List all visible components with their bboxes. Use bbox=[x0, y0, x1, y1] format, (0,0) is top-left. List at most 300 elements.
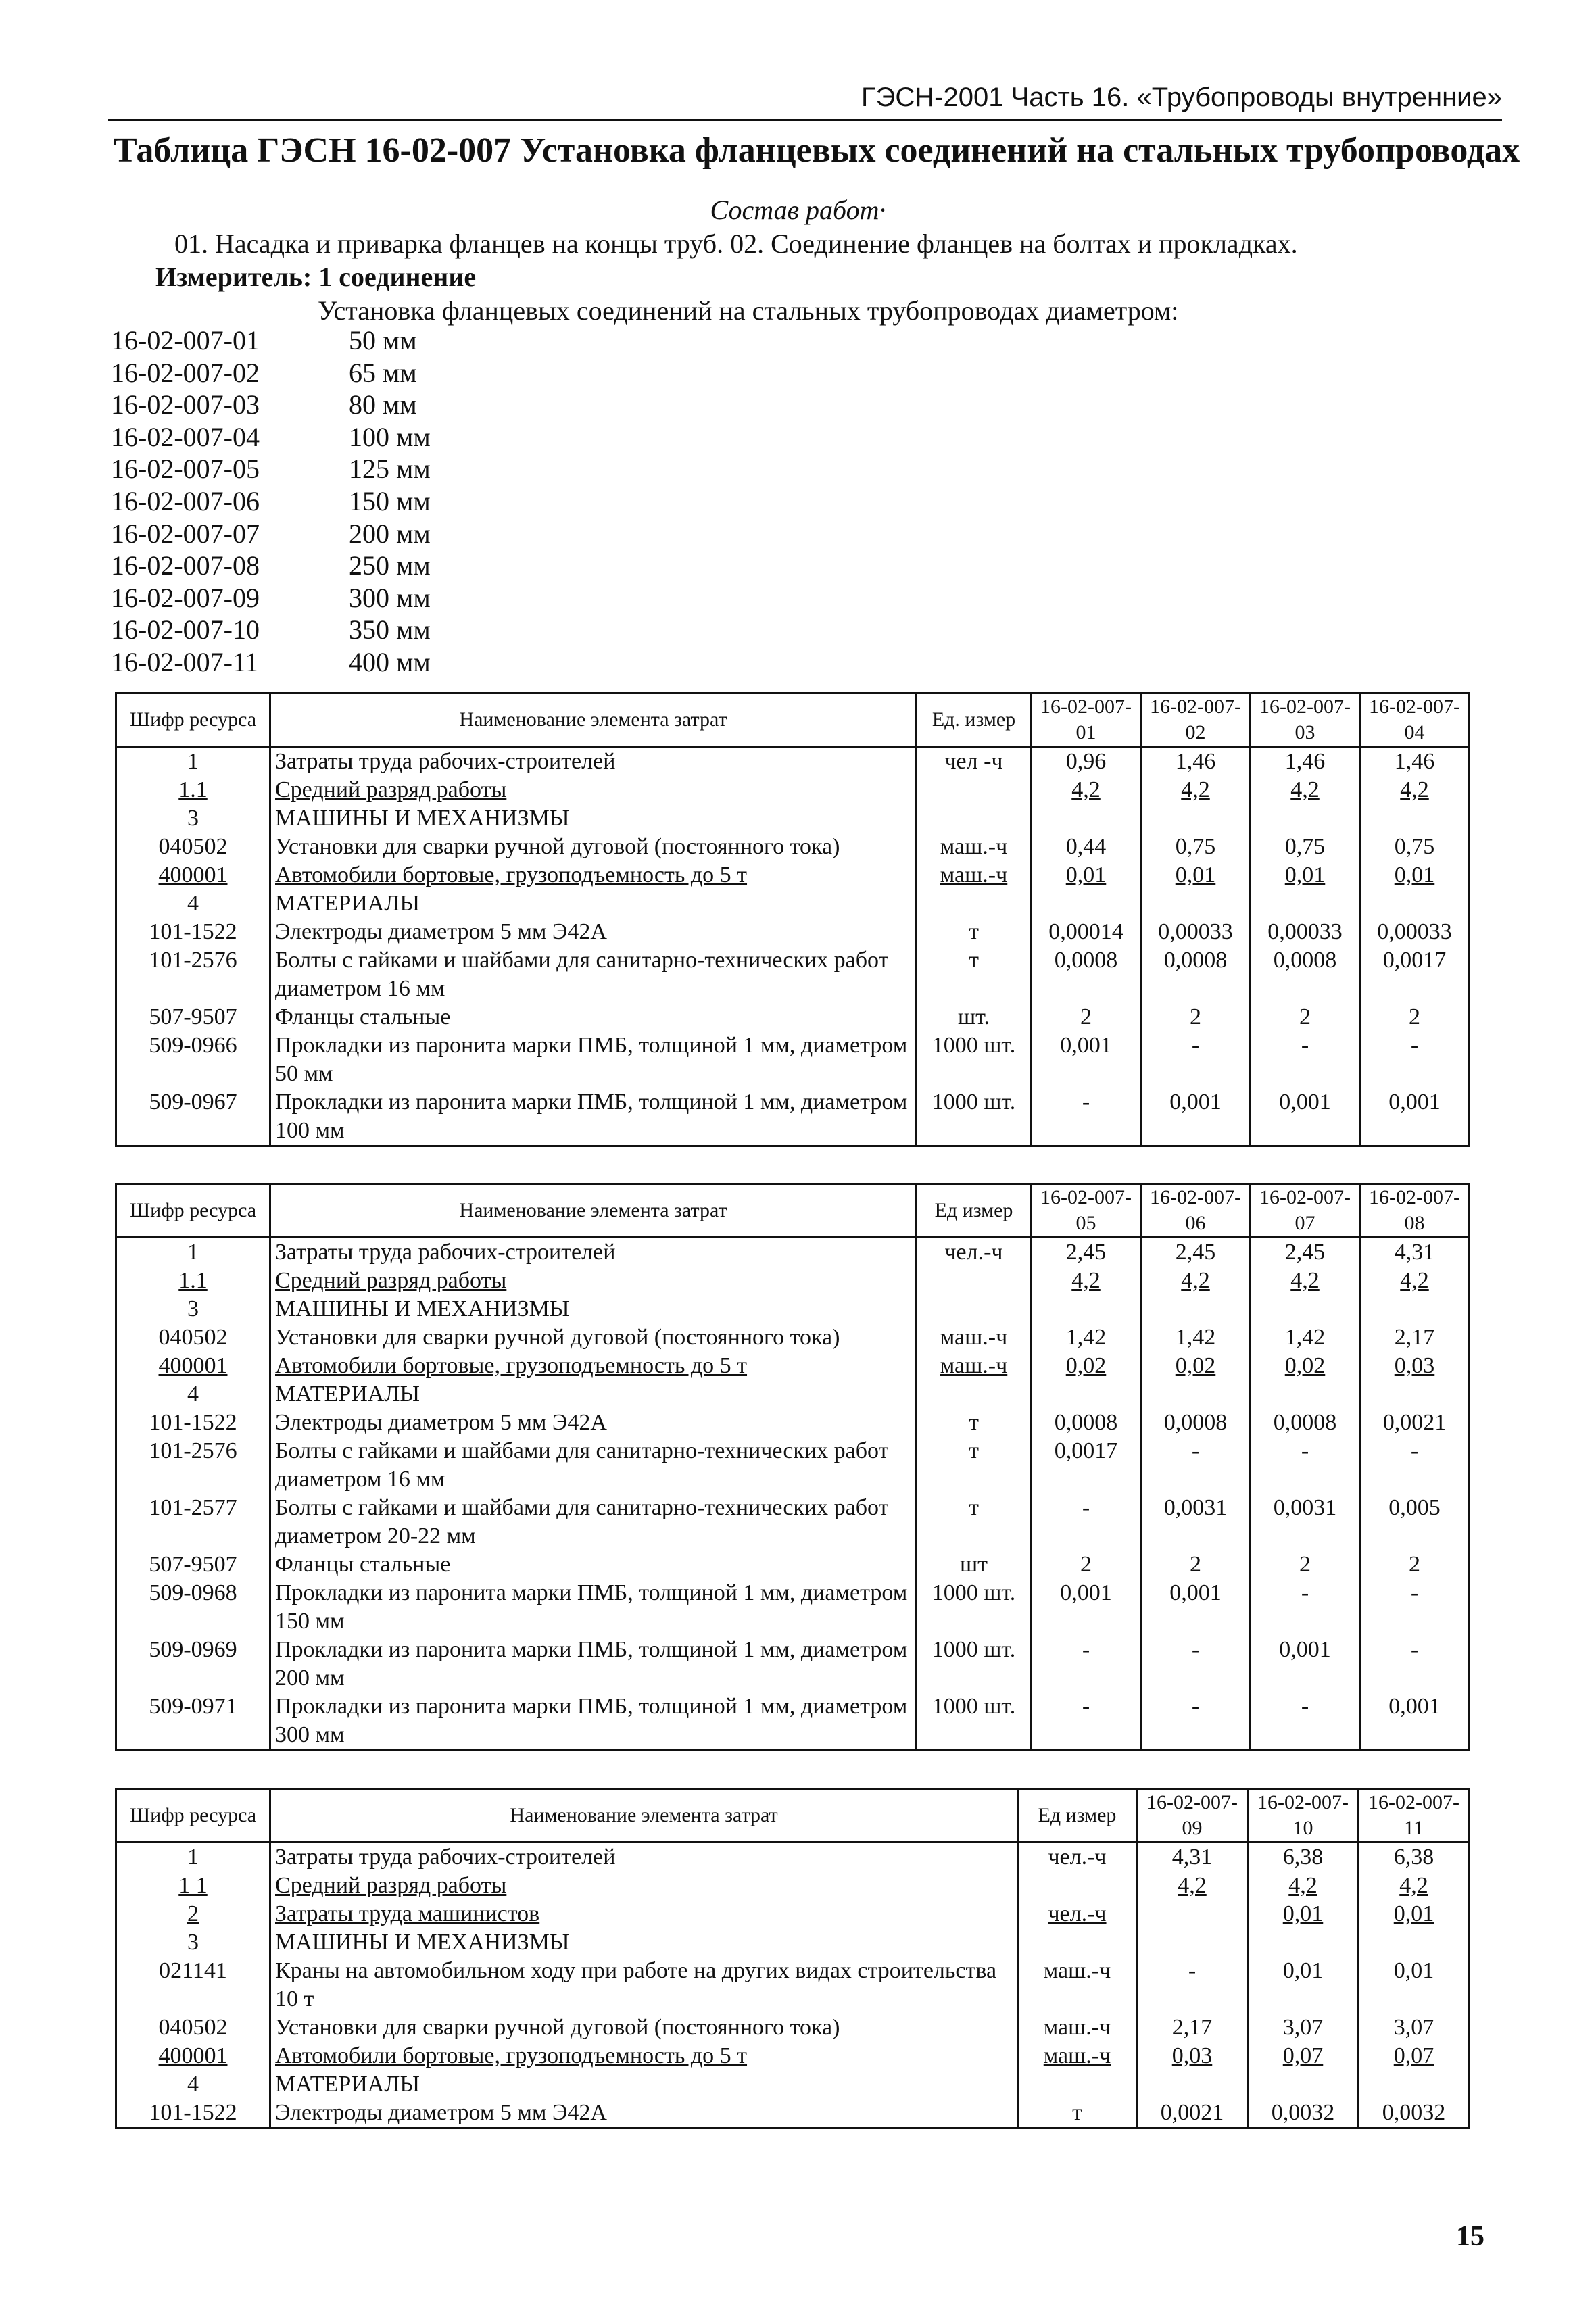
resource-unit bbox=[917, 1267, 1032, 1295]
norm-value: 0,0008 bbox=[1032, 946, 1141, 1003]
norm-value: 0,00033 bbox=[1360, 918, 1470, 946]
norm-code: 16-02-007-10 bbox=[111, 614, 260, 645]
norm-value: 0,00014 bbox=[1032, 918, 1141, 946]
resource-unit: маш.-ч bbox=[1018, 2014, 1137, 2042]
resource-unit: чел.-ч bbox=[1018, 1900, 1137, 1928]
resource-code: 101-2577 bbox=[116, 1494, 270, 1551]
resource-code: 400001 bbox=[116, 2042, 270, 2070]
resource-name: Фланцы стальные bbox=[270, 1551, 917, 1579]
norm-code-row bbox=[111, 389, 431, 421]
norm-value bbox=[1251, 804, 1360, 833]
resource-unit: т bbox=[917, 1409, 1032, 1437]
table-row bbox=[116, 1494, 1470, 1551]
norm-value: 4,2 bbox=[1360, 776, 1470, 804]
resource-code: 1 bbox=[116, 1238, 270, 1267]
norm-value: 0,01 bbox=[1360, 861, 1470, 890]
table-row bbox=[116, 1088, 1470, 1146]
measure-label: Измеритель: bbox=[155, 262, 312, 292]
resource-name: Болты с гайками и шайбами для санитарно-технических работ диаметром 20-22 мм bbox=[270, 1494, 917, 1551]
running-header: ГЭСН-2001 Часть 16. «Трубопроводы внутренние» bbox=[108, 80, 1502, 121]
resource-code: 1 1 bbox=[116, 1872, 270, 1900]
resource-name: Болты с гайками и шайбами для санитарно-технических работ диаметром 16 мм bbox=[270, 1437, 917, 1494]
norm-value: 0,02 bbox=[1251, 1352, 1360, 1380]
norm-value: 1,46 bbox=[1141, 747, 1251, 777]
resource-code: 509-0966 bbox=[116, 1031, 270, 1088]
norm-value: 2 bbox=[1251, 1003, 1360, 1031]
table-row bbox=[116, 1692, 1470, 1751]
norm-code: 16-02-007-11 bbox=[111, 646, 259, 677]
section-row bbox=[116, 1295, 1470, 1323]
resource-unit: чел.-ч bbox=[917, 1238, 1032, 1267]
norm-value: - bbox=[1360, 1437, 1470, 1494]
resource-name: Прокладки из паронита марки ПМБ, толщиной 1 мм, диаметром 100 мм bbox=[270, 1088, 917, 1146]
table-row bbox=[116, 1409, 1470, 1437]
resource-name: Средний разряд работы bbox=[270, 1872, 1018, 1900]
resource-code: 400001 bbox=[116, 861, 270, 890]
resource-code: 101-2576 bbox=[116, 1437, 270, 1494]
table-header-row bbox=[116, 1184, 1470, 1238]
norm-diameter: 80 мм bbox=[349, 389, 417, 420]
col-header-norm: 16-02-007-05 bbox=[1032, 1184, 1141, 1238]
resource-code: 1 bbox=[116, 1843, 270, 1872]
resource-name: Установки для сварки ручной дуговой (постоянного тока) bbox=[270, 833, 917, 861]
page-title: Таблица ГЭСН 16-02-007 Установка фланцевых соединений на стальных трубопроводах bbox=[114, 131, 1520, 170]
resource-unit bbox=[917, 890, 1032, 918]
resource-unit bbox=[1018, 1928, 1137, 1957]
norm-code-row bbox=[111, 646, 431, 679]
resource-name: Прокладки из паронита марки ПМБ, толщиной 1 мм, диаметром 200 мм bbox=[270, 1636, 917, 1692]
section-row bbox=[116, 1928, 1470, 1957]
norm-value: 0,001 bbox=[1032, 1579, 1141, 1636]
table-row bbox=[116, 918, 1470, 946]
norm-value: 2,17 bbox=[1137, 2014, 1248, 2042]
resource-name: Установки для сварки ручной дуговой (постоянного тока) bbox=[270, 1323, 917, 1352]
norm-value: 2 bbox=[1141, 1551, 1251, 1579]
norm-value: 0,0031 bbox=[1141, 1494, 1251, 1551]
resource-name: Краны на автомобильном ходу при работе на других видах строительства 10 т bbox=[270, 1957, 1018, 2014]
col-header-name: Наименование элемента затрат bbox=[270, 1184, 917, 1238]
norm-value bbox=[1032, 1295, 1141, 1323]
norm-value: 0,03 bbox=[1137, 2042, 1248, 2070]
norm-value: 0,001 bbox=[1251, 1636, 1360, 1692]
norm-code-list bbox=[111, 324, 431, 679]
resource-code: 101-1522 bbox=[116, 2099, 270, 2128]
norm-value bbox=[1359, 1928, 1470, 1957]
norm-value bbox=[1360, 1295, 1470, 1323]
norm-value: 0,02 bbox=[1032, 1352, 1141, 1380]
norm-value bbox=[1141, 1295, 1251, 1323]
norm-value: 1,46 bbox=[1251, 747, 1360, 777]
norm-value: 2,45 bbox=[1032, 1238, 1141, 1267]
resource-unit: маш.-ч bbox=[917, 1323, 1032, 1352]
norm-value bbox=[1359, 2070, 1470, 2099]
col-header-unit: Ед. измер bbox=[917, 693, 1032, 747]
norm-value bbox=[1137, 2070, 1248, 2099]
norm-code-row bbox=[111, 421, 431, 454]
resource-code: 3 bbox=[116, 1928, 270, 1957]
resource-unit: маш.-ч bbox=[917, 1352, 1032, 1380]
table-row bbox=[116, 861, 1470, 890]
col-header-code: Шифр ресурса bbox=[116, 1789, 270, 1843]
resource-code: 021141 bbox=[116, 1957, 270, 2014]
norm-code: 16-02-007-04 bbox=[111, 421, 260, 452]
resource-unit bbox=[917, 1380, 1032, 1409]
resource-unit: т bbox=[917, 1494, 1032, 1551]
norm-value: 0,001 bbox=[1251, 1088, 1360, 1146]
table-row bbox=[116, 1323, 1470, 1352]
resource-name: МАТЕРИАЛЫ bbox=[270, 1380, 917, 1409]
norm-value: 4,2 bbox=[1032, 776, 1141, 804]
section-row bbox=[116, 804, 1470, 833]
table-row bbox=[116, 1872, 1470, 1900]
norm-value bbox=[1032, 890, 1141, 918]
resource-name: Прокладки из паронита марки ПМБ, толщиной 1 мм, диаметром 150 мм bbox=[270, 1579, 917, 1636]
norm-diameter: 400 мм bbox=[349, 646, 431, 677]
resource-name: Электроды диаметром 5 мм Э42А bbox=[270, 2099, 1018, 2128]
norm-value: 0,75 bbox=[1251, 833, 1360, 861]
col-header-norm: 16-02-007-03 bbox=[1251, 693, 1360, 747]
norm-value: 4,2 bbox=[1360, 1267, 1470, 1295]
resource-unit: 1000 шт. bbox=[917, 1636, 1032, 1692]
norm-value bbox=[1141, 890, 1251, 918]
table-row bbox=[116, 776, 1470, 804]
norm-value: - bbox=[1251, 1579, 1360, 1636]
resource-code: 101-2576 bbox=[116, 946, 270, 1003]
norm-value bbox=[1137, 1928, 1248, 1957]
norm-diameter: 350 мм bbox=[349, 614, 431, 645]
table-row bbox=[116, 1003, 1470, 1031]
table-header-row bbox=[116, 693, 1470, 747]
col-header-norm: 16-02-007-07 bbox=[1251, 1184, 1360, 1238]
norm-value: - bbox=[1141, 1437, 1251, 1494]
norm-code: 16-02-007-07 bbox=[111, 518, 260, 549]
norm-value: 1,42 bbox=[1032, 1323, 1141, 1352]
norm-value: 4,2 bbox=[1251, 776, 1360, 804]
norm-code-row bbox=[111, 614, 431, 646]
norm-value: 0,001 bbox=[1141, 1579, 1251, 1636]
col-header-norm: 16-02-007-10 bbox=[1248, 1789, 1359, 1843]
resource-code: 509-0967 bbox=[116, 1088, 270, 1146]
resource-name: Автомобили бортовые, грузоподъемность до 5 т bbox=[270, 1352, 917, 1380]
norm-value bbox=[1137, 1900, 1248, 1928]
norm-value bbox=[1032, 804, 1141, 833]
resource-table-2 bbox=[115, 1183, 1470, 1751]
resource-name: МАШИНЫ И МЕХАНИЗМЫ bbox=[270, 1295, 917, 1323]
col-header-name: Наименование элемента затрат bbox=[270, 693, 917, 747]
norm-value: 0,0008 bbox=[1141, 946, 1251, 1003]
resource-code: 1 bbox=[116, 747, 270, 777]
norm-value bbox=[1360, 804, 1470, 833]
norm-value bbox=[1251, 1380, 1360, 1409]
resource-name: Прокладки из паронита марки ПМБ, толщиной 1 мм, диаметром 300 мм bbox=[270, 1692, 917, 1751]
col-header-unit: Ед измер bbox=[1018, 1789, 1137, 1843]
resource-code: 1.1 bbox=[116, 1267, 270, 1295]
table-header-row bbox=[116, 1789, 1470, 1843]
norm-value: 0,0008 bbox=[1141, 1409, 1251, 1437]
norm-diameter: 125 мм bbox=[349, 454, 431, 485]
norm-value: 1,42 bbox=[1251, 1323, 1360, 1352]
norm-value bbox=[1251, 890, 1360, 918]
col-header-norm: 16-02-007-08 bbox=[1360, 1184, 1470, 1238]
norm-value: - bbox=[1141, 1636, 1251, 1692]
norm-value: 2 bbox=[1032, 1003, 1141, 1031]
norm-value bbox=[1141, 1380, 1251, 1409]
norm-value bbox=[1248, 1928, 1359, 1957]
resource-unit: 1000 шт. bbox=[917, 1579, 1032, 1636]
norm-value: 1,42 bbox=[1141, 1323, 1251, 1352]
norm-value: 6,38 bbox=[1359, 1843, 1470, 1872]
resource-code: 101-1522 bbox=[116, 1409, 270, 1437]
norm-value: 0,0008 bbox=[1251, 1409, 1360, 1437]
resource-code: 509-0971 bbox=[116, 1692, 270, 1751]
norm-value: 2 bbox=[1032, 1551, 1141, 1579]
resource-unit: маш.-ч bbox=[917, 833, 1032, 861]
norm-diameter: 50 мм bbox=[349, 325, 417, 356]
norm-value: - bbox=[1032, 1494, 1141, 1551]
resource-code: 2 bbox=[116, 1900, 270, 1928]
resource-code: 4 bbox=[116, 890, 270, 918]
norm-value: 0,01 bbox=[1359, 1957, 1470, 2014]
norm-value: 0,44 bbox=[1032, 833, 1141, 861]
norm-value: 0,07 bbox=[1248, 2042, 1359, 2070]
norm-value bbox=[1032, 1380, 1141, 1409]
norm-value: 4,2 bbox=[1248, 1872, 1359, 1900]
resource-unit: 1000 шт. bbox=[917, 1031, 1032, 1088]
norm-code-row bbox=[111, 518, 431, 550]
resource-unit: шт bbox=[917, 1551, 1032, 1579]
norm-value: 2,17 bbox=[1360, 1323, 1470, 1352]
norm-value: 0,005 bbox=[1360, 1494, 1470, 1551]
col-header-norm: 16-02-007-09 bbox=[1137, 1789, 1248, 1843]
resource-code: 1.1 bbox=[116, 776, 270, 804]
norm-value: 0,75 bbox=[1360, 833, 1470, 861]
resource-name: МАТЕРИАЛЫ bbox=[270, 890, 917, 918]
resource-unit: шт. bbox=[917, 1003, 1032, 1031]
norm-code-row bbox=[111, 324, 431, 357]
norm-value: 0,01 bbox=[1251, 861, 1360, 890]
norm-code-row bbox=[111, 357, 431, 389]
norm-value: - bbox=[1360, 1636, 1470, 1692]
norm-value: 0,0031 bbox=[1251, 1494, 1360, 1551]
table-row bbox=[116, 1031, 1470, 1088]
resource-name: Автомобили бортовые, грузоподъемность до 5 т bbox=[270, 2042, 1018, 2070]
resource-code: 040502 bbox=[116, 2014, 270, 2042]
resource-code: 4 bbox=[116, 1380, 270, 1409]
resource-unit: чел -ч bbox=[917, 747, 1032, 777]
norm-value: 0,01 bbox=[1248, 1957, 1359, 2014]
table-row bbox=[116, 2014, 1470, 2042]
norm-value: 0,00033 bbox=[1141, 918, 1251, 946]
norm-value: 4,2 bbox=[1032, 1267, 1141, 1295]
norm-diameter: 150 мм bbox=[349, 485, 431, 516]
norm-value: - bbox=[1360, 1579, 1470, 1636]
norm-code: 16-02-007-08 bbox=[111, 550, 260, 581]
norm-value: 2,45 bbox=[1251, 1238, 1360, 1267]
norm-value: - bbox=[1141, 1692, 1251, 1751]
table-row bbox=[116, 833, 1470, 861]
norm-value: 4,2 bbox=[1251, 1267, 1360, 1295]
resource-name: Затраты труда рабочих-строителей bbox=[270, 1843, 1018, 1872]
resource-unit bbox=[917, 776, 1032, 804]
composition-operations: 01. Насадка и приварка фланцев на концы труб. 02. Соединение фланцев на болтах и прокладках. bbox=[174, 228, 1298, 259]
section-row bbox=[116, 2070, 1470, 2099]
norm-diameter: 300 мм bbox=[349, 582, 431, 613]
resource-unit: маш.-ч bbox=[1018, 2042, 1137, 2070]
norm-value: - bbox=[1032, 1636, 1141, 1692]
page-number: 15 bbox=[1456, 2221, 1484, 2252]
norm-value: - bbox=[1251, 1031, 1360, 1088]
norm-value: 0,0021 bbox=[1360, 1409, 1470, 1437]
section-row bbox=[116, 1380, 1470, 1409]
resource-code: 040502 bbox=[116, 833, 270, 861]
norm-value bbox=[1360, 890, 1470, 918]
resource-name: Автомобили бортовые, грузоподъемность до 5 т bbox=[270, 861, 917, 890]
table-row bbox=[116, 1843, 1470, 1872]
norm-value: 3,07 bbox=[1248, 2014, 1359, 2042]
norm-value bbox=[1251, 1295, 1360, 1323]
resource-unit bbox=[917, 1295, 1032, 1323]
table-row bbox=[116, 1551, 1470, 1579]
resource-name: Установки для сварки ручной дуговой (постоянного тока) bbox=[270, 2014, 1018, 2042]
table-row bbox=[116, 1437, 1470, 1494]
diameter-heading: Установка фланцевых соединений на стальных трубопроводах диаметром: bbox=[318, 295, 1179, 326]
resource-unit: т bbox=[917, 918, 1032, 946]
resource-unit: маш.-ч bbox=[917, 861, 1032, 890]
norm-value bbox=[1360, 1380, 1470, 1409]
resource-name: Фланцы стальные bbox=[270, 1003, 917, 1031]
norm-value: 0,0032 bbox=[1359, 2099, 1470, 2128]
col-header-norm: 16-02-007-01 bbox=[1032, 693, 1141, 747]
col-header-name: Наименование элемента затрат bbox=[270, 1789, 1018, 1843]
norm-code-row bbox=[111, 453, 431, 485]
norm-diameter: 250 мм bbox=[349, 550, 431, 581]
norm-diameter: 200 мм bbox=[349, 518, 431, 549]
measure-line bbox=[155, 260, 476, 294]
norm-code: 16-02-007-06 bbox=[111, 485, 260, 516]
resource-unit: т bbox=[917, 946, 1032, 1003]
resource-unit: 1000 шт. bbox=[917, 1692, 1032, 1751]
norm-value: 0,001 bbox=[1032, 1031, 1141, 1088]
norm-value: 0,02 bbox=[1141, 1352, 1251, 1380]
norm-value: 2 bbox=[1360, 1003, 1470, 1031]
norm-value: 0,96 bbox=[1032, 747, 1141, 777]
resource-unit bbox=[917, 804, 1032, 833]
norm-value: 2 bbox=[1360, 1551, 1470, 1579]
resource-name: МАШИНЫ И МЕХАНИЗМЫ bbox=[270, 1928, 1018, 1957]
resource-name: Затраты труда рабочих-строителей bbox=[270, 1238, 917, 1267]
norm-value: 4,2 bbox=[1359, 1872, 1470, 1900]
norm-value: - bbox=[1360, 1031, 1470, 1088]
table-row bbox=[116, 1900, 1470, 1928]
resource-name: Средний разряд работы bbox=[270, 1267, 917, 1295]
norm-value: 0,001 bbox=[1360, 1692, 1470, 1751]
table-row bbox=[116, 747, 1470, 777]
norm-value: 0,00033 bbox=[1251, 918, 1360, 946]
table-row bbox=[116, 946, 1470, 1003]
col-header-norm: 16-02-007-02 bbox=[1141, 693, 1251, 747]
resource-unit: т bbox=[1018, 2099, 1137, 2128]
resource-code: 509-0968 bbox=[116, 1579, 270, 1636]
resource-code: 400001 bbox=[116, 1352, 270, 1380]
resource-unit: маш.-ч bbox=[1018, 1957, 1137, 2014]
resource-unit: 1000 шт. bbox=[917, 1088, 1032, 1146]
resource-unit bbox=[1018, 2070, 1137, 2099]
col-header-code: Шифр ресурса bbox=[116, 1184, 270, 1238]
resource-code: 3 bbox=[116, 1295, 270, 1323]
section-row bbox=[116, 890, 1470, 918]
resource-code: 101-1522 bbox=[116, 918, 270, 946]
norm-value: 1,46 bbox=[1360, 747, 1470, 777]
norm-value: - bbox=[1141, 1031, 1251, 1088]
table-row bbox=[116, 1238, 1470, 1267]
resource-name: Электроды диаметром 5 мм Э42А bbox=[270, 918, 917, 946]
norm-value: 0,0021 bbox=[1137, 2099, 1248, 2128]
resource-unit bbox=[1018, 1872, 1137, 1900]
resource-code: 507-9507 bbox=[116, 1003, 270, 1031]
norm-value: 0,0017 bbox=[1360, 946, 1470, 1003]
norm-value: 0,01 bbox=[1032, 861, 1141, 890]
resource-table-3 bbox=[115, 1788, 1470, 2129]
norm-value: 2 bbox=[1141, 1003, 1251, 1031]
resource-code: 509-0969 bbox=[116, 1636, 270, 1692]
norm-code: 16-02-007-03 bbox=[111, 389, 260, 420]
norm-code-row bbox=[111, 485, 431, 518]
norm-value: 0,07 bbox=[1359, 2042, 1470, 2070]
norm-value: 0,0032 bbox=[1248, 2099, 1359, 2128]
resource-name: Болты с гайками и шайбами для санитарно-технических работ диаметром 16 мм bbox=[270, 946, 917, 1003]
norm-code: 16-02-007-01 bbox=[111, 325, 260, 356]
norm-value: 4,2 bbox=[1137, 1872, 1248, 1900]
norm-code: 16-02-007-09 bbox=[111, 582, 260, 613]
norm-code: 16-02-007-05 bbox=[111, 454, 260, 485]
norm-code-row bbox=[111, 550, 431, 582]
norm-value: - bbox=[1032, 1088, 1141, 1146]
norm-value: 0,001 bbox=[1141, 1088, 1251, 1146]
norm-value: 2,45 bbox=[1141, 1238, 1251, 1267]
norm-value: - bbox=[1032, 1692, 1141, 1751]
resource-code: 040502 bbox=[116, 1323, 270, 1352]
measure-value: 1 соединение bbox=[318, 262, 477, 292]
resource-name: МАТЕРИАЛЫ bbox=[270, 2070, 1018, 2099]
norm-value: - bbox=[1251, 1692, 1360, 1751]
norm-value: 0,01 bbox=[1248, 1900, 1359, 1928]
norm-value: 0,0008 bbox=[1251, 946, 1360, 1003]
norm-value: 4,31 bbox=[1360, 1238, 1470, 1267]
norm-value: 4,2 bbox=[1141, 1267, 1251, 1295]
resource-unit: чел.-ч bbox=[1018, 1843, 1137, 1872]
norm-value: 0,01 bbox=[1141, 861, 1251, 890]
resource-code: 507-9507 bbox=[116, 1551, 270, 1579]
norm-value bbox=[1141, 804, 1251, 833]
norm-value: 4,2 bbox=[1141, 776, 1251, 804]
col-header-norm: 16-02-007-06 bbox=[1141, 1184, 1251, 1238]
norm-diameter: 100 мм bbox=[349, 421, 431, 452]
table-row bbox=[116, 1957, 1470, 2014]
norm-value: 2 bbox=[1251, 1551, 1360, 1579]
col-header-norm: 16-02-007-04 bbox=[1360, 693, 1470, 747]
resource-name: Средний разряд работы bbox=[270, 776, 917, 804]
resource-name: Затраты труда машинистов bbox=[270, 1900, 1018, 1928]
norm-value: 0,0008 bbox=[1032, 1409, 1141, 1437]
composition-label: Состав работ· bbox=[710, 195, 886, 225]
norm-value: 3,07 bbox=[1359, 2014, 1470, 2042]
resource-unit: т bbox=[917, 1437, 1032, 1494]
table-row bbox=[116, 1267, 1470, 1295]
norm-value: - bbox=[1251, 1437, 1360, 1494]
norm-value: 0,001 bbox=[1360, 1088, 1470, 1146]
resource-name: Затраты труда рабочих-строителей bbox=[270, 747, 917, 777]
resource-code: 4 bbox=[116, 2070, 270, 2099]
